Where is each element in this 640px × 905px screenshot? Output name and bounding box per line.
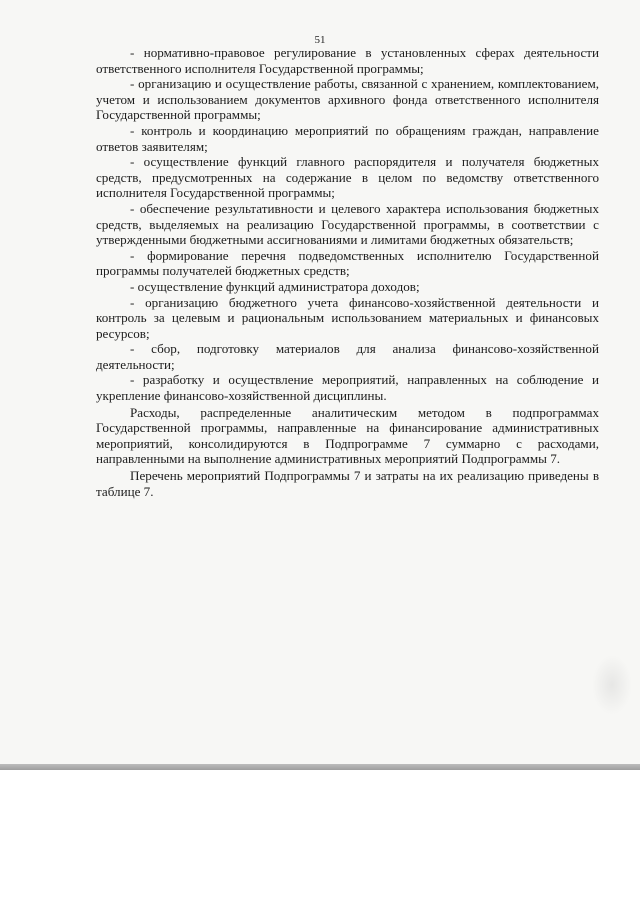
list-item: - обеспечение результативности и целевого характера использования бюджетных средств, выделяемых на реализацию Государственной программы, в соответствии с утвержденными бюджетными ассигнованиями и лимитами бюджетных обязательств; [96, 200, 599, 248]
page-number: 51 [314, 34, 326, 46]
scan-smudge [592, 655, 632, 715]
list-item: - осуществление функций администратора доходов; [130, 278, 420, 294]
list-item: - контроль и координацию мероприятий по обращениям граждан, направление ответов заявителям; [96, 122, 599, 154]
list-item: - организацию бюджетного учета финансово-хозяйственной деятельности и контроль за целевым и рациональным использованием материальных и финансовых ресурсов; [96, 294, 599, 341]
paragraph-table-reference: Перечень мероприятий Подпрограммы 7 и затраты на их реализацию приведены в таблице 7. [96, 468, 599, 499]
list-item: - разработку и осуществление мероприятий, направленных на соблюдение и укрепление финансово-хозяйственной дисциплины. [96, 372, 599, 404]
list-item: - формирование перечня подведомственных исполнителю Государственной программы получателей бюджетных средств; [96, 247, 599, 279]
blank-margin [0, 770, 640, 905]
paragraph-expenses: Расходы, распределенные аналитическим методом в подпрограммах Государственной программы, направленные на финансирование административных мероприятий, консолидируются в Подпрограмме 7 суммарно с расходами, направленными на выполнение административных мероприятий Подпрограммы 7. [96, 404, 599, 467]
document-body [96, 45, 599, 499]
list-item: - нормативно-правовое регулирование в установленных сферах деятельности ответственного исполнителя Государственной программы; [96, 45, 599, 76]
list-item: - сбор, подготовку материалов для анализа финансово-хозяйственной деятельности; [96, 341, 599, 372]
list-item: - осуществление функций главного распорядителя и получателя бюджетных средств, предусмотренных на содержание в целом по ведомству ответственного исполнителя Государственной программы; [96, 154, 599, 201]
list-item: - организацию и осуществление работы, связанной с хранением, комплектованием, учетом и использованием документов архивного фонда ответственного исполнителя Государственной программы; [96, 76, 599, 123]
